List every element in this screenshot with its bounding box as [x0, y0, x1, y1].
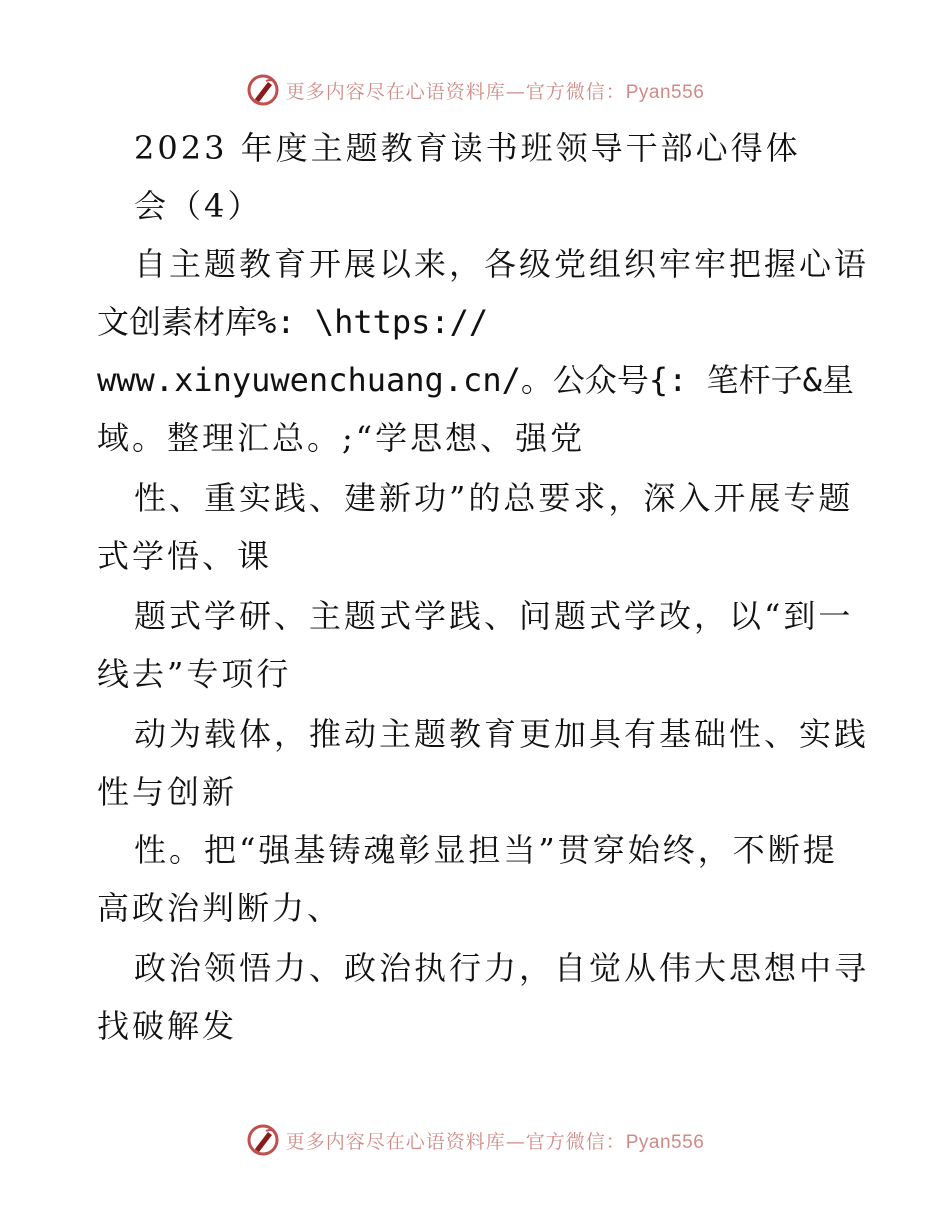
header-watermark	[0, 70, 950, 110]
watermark-id: Pyan556	[625, 81, 705, 103]
watermark-text: 更多内容尽在心语资料库—官方微信：Pyan556	[285, 1130, 705, 1153]
watermark-id: Pyan556	[625, 1131, 705, 1153]
paragraph-line: 高政治判断力、	[97, 889, 343, 927]
paragraph-line: www.xinyuwenchuang.cn/。公众号{: 笔杆子&星	[97, 361, 854, 399]
paragraph-line: 线去”专项行	[97, 655, 292, 693]
paragraph-line: 性与创新	[97, 773, 238, 811]
paragraph-line: 域。整理汇总。;“学思想、强党	[97, 419, 586, 457]
paragraph-line: 性。把“强基铸魂彰显担当”贯穿始终，不断提	[134, 831, 838, 869]
paragraph-line: 题式学研、主题式学践、问题式学改，以“到一	[134, 597, 854, 635]
paragraph-line: 动为载体，推动主题教育更加具有基础性、实践	[134, 715, 870, 753]
footer-watermark	[0, 1120, 950, 1160]
paragraph-line: 找破解发	[97, 1007, 238, 1045]
paragraph-line: 文创素材库%: \https://	[97, 303, 489, 341]
paragraph-line: 性、重实践、建新功”的总要求，深入开展专题	[134, 479, 854, 517]
document-title-line-2: 会（4）	[134, 187, 263, 225]
watermark-text: 更多内容尽在心语资料库—官方微信：Pyan556	[285, 80, 705, 103]
paragraph-line: 政治领悟力、政治执行力，自觉从伟大思想中寻	[134, 949, 870, 987]
document-title-line-1: 2023 年度主题教育读书班领导干部心得体	[134, 129, 801, 167]
paragraph-line: 式学悟、课	[97, 537, 273, 575]
red-pen-circle-logo-icon	[246, 73, 280, 107]
paragraph-line: 自主题教育开展以来，各级党组织牢牢把握心语	[134, 245, 870, 283]
red-pen-circle-logo-icon	[246, 1123, 280, 1157]
